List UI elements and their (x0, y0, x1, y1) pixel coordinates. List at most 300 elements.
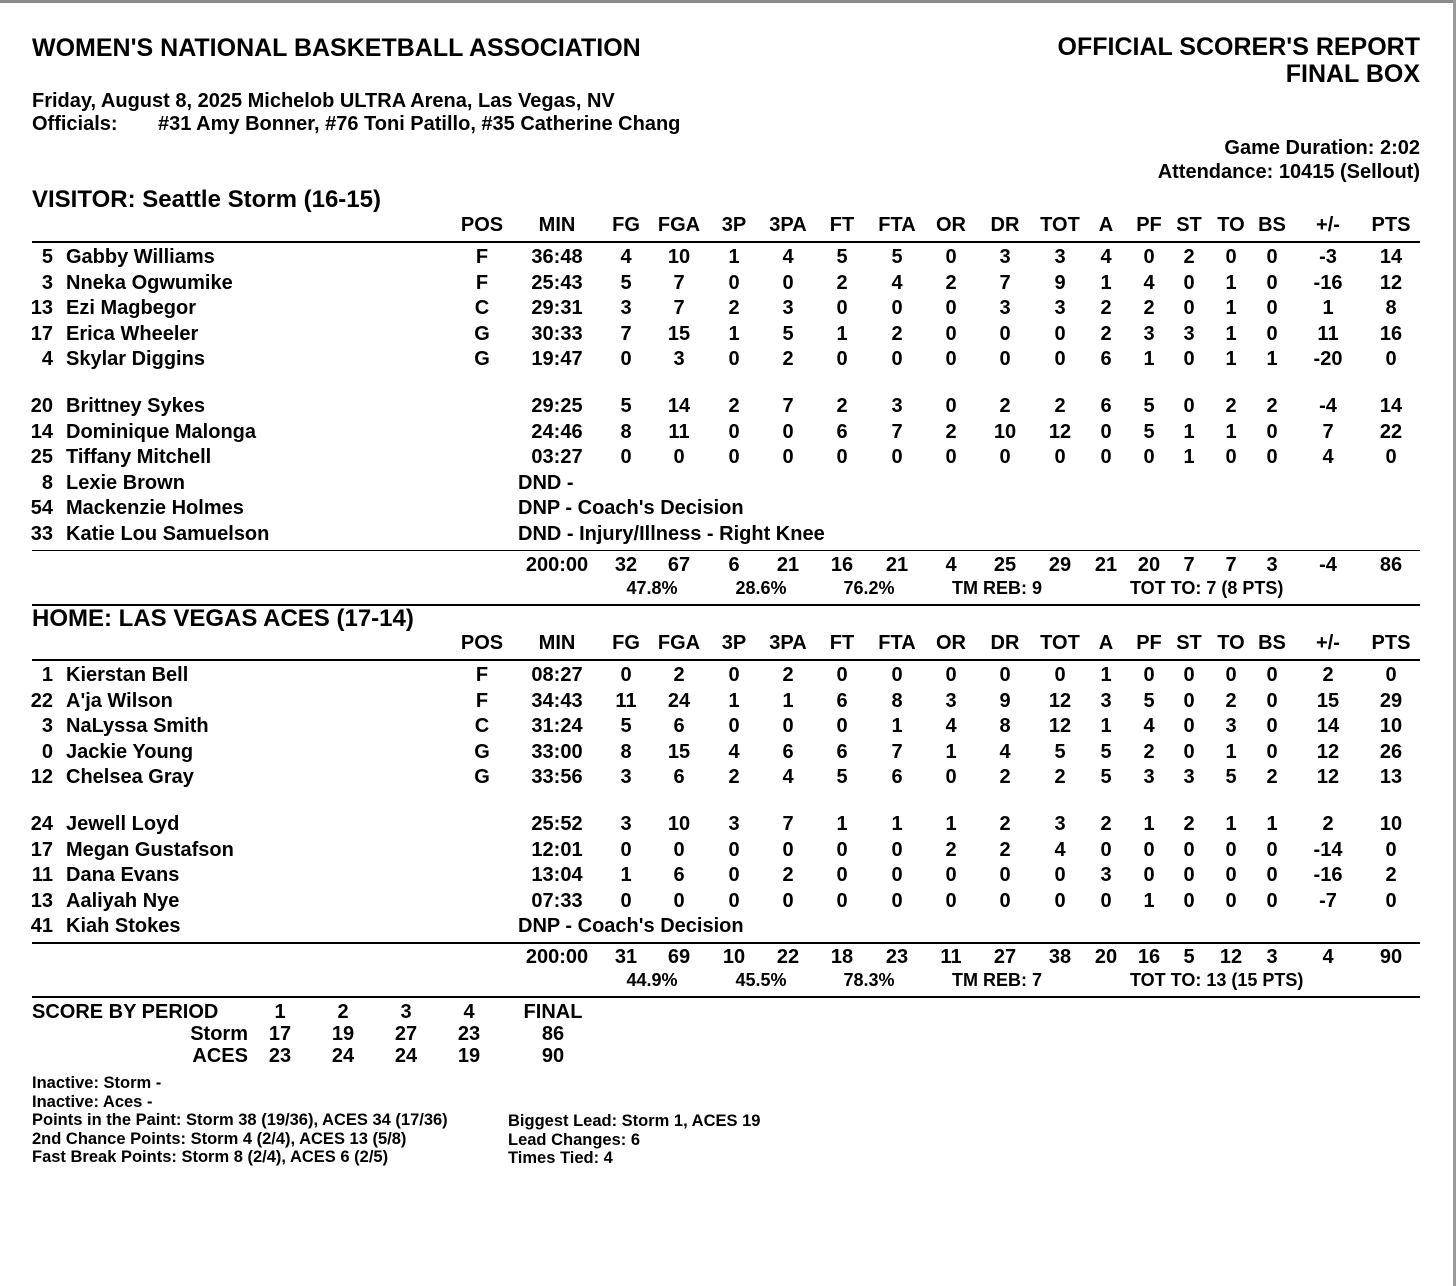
stat-bs: 0 (1266, 271, 1278, 294)
stat-min: 25:52 (531, 813, 583, 835)
stat-bs: 2 (1266, 766, 1278, 789)
stat-a: 5 (1100, 766, 1112, 789)
fg-percentage: 44.9% (626, 970, 678, 990)
stat-tot: 0 (1054, 864, 1066, 887)
stat-fta: 5 (891, 246, 903, 268)
stat-dr: 3 (999, 246, 1011, 268)
stat-3pa: 2 (782, 664, 794, 686)
period-number: 1 (274, 1001, 286, 1023)
stat-fga: 11 (668, 420, 690, 443)
times-tied: Times Tied: 4 (508, 1149, 613, 1167)
stat-fg: 0 (620, 838, 632, 861)
visitor-title: VISITOR: Seattle Storm (16-15) (32, 186, 381, 213)
stat-fta: 0 (891, 348, 903, 371)
stat-pf: 0 (1143, 446, 1155, 469)
stat-or: 3 (945, 689, 957, 712)
period-score: 24 (331, 1045, 355, 1067)
stat-dr: 0 (999, 664, 1011, 686)
stat-dr: 0 (999, 889, 1011, 912)
total-value: 69 (667, 946, 691, 968)
stat-ft: 1 (836, 813, 848, 835)
stat-plus-minus: -14 (1313, 838, 1343, 861)
position: G (474, 766, 490, 789)
stat-3pa: 0 (782, 838, 794, 861)
stat-a: 4 (1100, 246, 1112, 268)
stat-plus-minus: 1 (1322, 297, 1334, 320)
stat-a: 0 (1100, 889, 1112, 912)
stat-plus-minus: 12 (1316, 766, 1340, 789)
total-value: 32 (614, 553, 638, 576)
stat-pts: 14 (1379, 246, 1403, 268)
stat-fg: 0 (620, 446, 632, 469)
column-header: 3P (721, 214, 747, 236)
total-value: 27 (993, 946, 1017, 968)
stat-3p: 2 (728, 766, 740, 789)
stat-fga: 3 (673, 348, 685, 371)
stat-pf: 0 (1143, 838, 1155, 861)
date-venue: Friday, August 8, 2025 Michelob ULTRA Arena, Las Vegas, NV (32, 90, 615, 112)
score-by-period-header (0, 1001, 1456, 1025)
stat-or: 1 (945, 740, 957, 763)
player-name: Dominique Malonga (66, 420, 256, 443)
jersey-number: 13 (30, 297, 53, 320)
player-name: Chelsea Gray (66, 766, 194, 789)
home-totals-rule (32, 942, 1420, 944)
stat-min: 29:31 (531, 297, 583, 320)
stat-3p: 2 (728, 297, 740, 320)
stat-or: 0 (945, 395, 957, 417)
stat-min: 19:47 (531, 348, 583, 371)
league-title: WOMEN'S NATIONAL BASKETBALL ASSOCIATION (32, 34, 641, 62)
stat-dr: 3 (999, 297, 1011, 320)
stat-plus-minus: -4 (1319, 395, 1337, 417)
column-header: OR (936, 214, 966, 236)
visitor-player-row (32, 497, 1420, 523)
stat-pf: 0 (1143, 246, 1155, 268)
column-header: TOT (1040, 214, 1080, 236)
stat-plus-minus: -16 (1313, 271, 1343, 294)
position: F (475, 271, 489, 294)
stat-pf: 0 (1143, 664, 1155, 686)
stat-dr: 0 (999, 446, 1011, 469)
total-value: 22 (776, 946, 800, 968)
home-title: HOME: LAS VEGAS ACES (17-14) (32, 605, 414, 632)
stat-tot: 3 (1054, 297, 1066, 320)
total-turnovers: TOT TO: 7 (8 PTS) (1130, 577, 1284, 598)
stat-3p: 3 (728, 813, 740, 835)
stat-bs: 0 (1266, 689, 1278, 712)
home-player-row (32, 766, 1420, 792)
stat-fga: 6 (673, 715, 685, 738)
column-header: MIN (538, 214, 576, 236)
stat-3p: 0 (728, 715, 740, 738)
stat-bs: 0 (1266, 838, 1278, 861)
column-header: DR (990, 632, 1020, 654)
stat-min: 30:33 (531, 322, 583, 345)
stat-st: 1 (1183, 420, 1195, 443)
column-header: MIN (538, 632, 576, 654)
stat-tot: 12 (1048, 715, 1072, 738)
total-value: 21 (885, 553, 909, 576)
jersey-number: 11 (31, 864, 53, 887)
stat-fga: 15 (667, 740, 691, 763)
stat-fta: 0 (891, 889, 903, 912)
period-number: 4 (463, 1001, 475, 1023)
stat-bs: 0 (1266, 715, 1278, 738)
player-name: NaLyssa Smith (66, 715, 209, 738)
visitor-player-row (32, 348, 1420, 374)
stat-ft: 6 (836, 740, 848, 763)
stat-to: 1 (1225, 813, 1237, 835)
stat-or: 0 (945, 864, 957, 887)
jersey-number: 8 (41, 471, 53, 494)
team-name: Storm (190, 1023, 248, 1045)
stat-or: 0 (945, 348, 957, 371)
stat-min: 33:00 (531, 740, 583, 763)
stat-bs: 1 (1266, 348, 1278, 371)
visitor-player-row (32, 421, 1420, 447)
home-player-row (32, 715, 1420, 741)
jersey-number: 54 (30, 497, 53, 520)
jersey-number: 24 (30, 813, 53, 835)
stat-plus-minus: 2 (1322, 664, 1334, 686)
stat-ft: 0 (836, 446, 848, 469)
stat-3p: 0 (728, 348, 740, 371)
stat-pf: 1 (1143, 348, 1155, 371)
stat-3pa: 1 (782, 689, 794, 712)
dnp-note: DND - (518, 471, 574, 494)
stat-fg: 7 (620, 322, 632, 345)
total-value: 16 (1137, 946, 1161, 968)
footer-left (32, 1074, 448, 1167)
score-by-period-row (0, 1045, 1456, 1069)
stat-st: 0 (1183, 864, 1195, 887)
stat-min: 03:27 (531, 446, 583, 469)
jersey-number: 17 (30, 838, 53, 861)
stat-plus-minus: -3 (1319, 246, 1337, 268)
home-player-row (32, 864, 1420, 890)
player-name: Kierstan Bell (66, 664, 189, 686)
position: G (474, 322, 490, 345)
position: C (474, 715, 490, 738)
stat-st: 0 (1183, 395, 1195, 417)
stat-to: 0 (1225, 889, 1237, 912)
visitor-player-row (32, 523, 1420, 549)
stat-bs: 0 (1266, 664, 1278, 686)
officials-label: Officials: (32, 113, 118, 135)
stat-a: 1 (1100, 664, 1112, 686)
total-turnovers: TOT TO: 13 (15 PTS) (1130, 970, 1304, 990)
stat-ft: 2 (836, 395, 848, 417)
stat-st: 3 (1183, 766, 1195, 789)
game-duration: Game Duration: 2:02 (1224, 137, 1420, 159)
stat-min: 25:43 (531, 271, 583, 294)
stat-bs: 2 (1266, 395, 1278, 417)
jersey-number: 25 (30, 446, 53, 469)
stat-tot: 0 (1054, 348, 1066, 371)
stat-st: 0 (1183, 740, 1195, 763)
player-name: Aaliyah Nye (66, 889, 180, 912)
stat-tot: 0 (1054, 664, 1066, 686)
inactive-aces: Inactive: Aces - (32, 1092, 153, 1111)
lead-changes: Lead Changes: 6 (508, 1130, 641, 1149)
biggest-lead: Biggest Lead: Storm 1, ACES 19 (508, 1112, 761, 1130)
jersey-number: 33 (30, 523, 53, 545)
stat-3p: 0 (728, 420, 740, 443)
stat-bs: 0 (1266, 889, 1278, 912)
total-value: 3 (1266, 946, 1278, 968)
position: F (475, 246, 489, 268)
stat-or: 0 (945, 766, 957, 789)
stat-pf: 2 (1143, 740, 1155, 763)
stat-dr: 2 (999, 395, 1011, 417)
total-value: 86 (1379, 553, 1403, 576)
stat-pts: 2 (1385, 864, 1397, 887)
stat-to: 1 (1225, 271, 1237, 294)
visitor-player-row (32, 272, 1420, 298)
stat-tot: 3 (1054, 246, 1066, 268)
stat-to: 2 (1225, 395, 1237, 417)
stat-dr: 4 (999, 740, 1011, 763)
column-header: POS (460, 214, 504, 236)
stat-pf: 1 (1143, 813, 1155, 835)
home-section-end-rule (32, 996, 1420, 998)
stat-fta: 8 (891, 689, 903, 712)
stat-fta: 4 (891, 271, 903, 294)
stat-min: 24:46 (531, 420, 583, 443)
stat-ft: 0 (836, 838, 848, 861)
stat-dr: 0 (999, 322, 1011, 345)
stat-ft: 5 (836, 246, 848, 268)
stat-fg: 5 (620, 395, 632, 417)
total-value: 21 (776, 553, 800, 576)
period-score: 19 (331, 1023, 355, 1045)
stat-or: 1 (945, 813, 957, 835)
stat-to: 0 (1225, 246, 1237, 268)
stat-3pa: 0 (782, 271, 794, 294)
jersey-number: 4 (41, 348, 53, 371)
home-player-row (32, 741, 1420, 767)
home-totals-row (32, 946, 1420, 972)
stat-plus-minus: 4 (1322, 446, 1334, 469)
stat-bs: 0 (1266, 322, 1278, 345)
stat-a: 1 (1100, 715, 1112, 738)
home-percentages-row (32, 970, 1420, 996)
final-label: FINAL (523, 1001, 583, 1023)
report-title-line2: FINAL BOX (1285, 60, 1420, 88)
jersey-number: 41 (30, 915, 53, 938)
jersey-number: 14 (30, 420, 53, 443)
stat-fga: 2 (673, 664, 685, 686)
column-header: POS (460, 632, 504, 654)
stat-pf: 5 (1143, 420, 1155, 443)
stat-pf: 4 (1143, 715, 1155, 738)
column-header: PF (1136, 214, 1162, 236)
period-score: 17 (268, 1023, 292, 1045)
stat-to: 0 (1225, 838, 1237, 861)
stat-min: 13:04 (531, 864, 583, 887)
stat-bs: 0 (1266, 246, 1278, 268)
stat-pts: 0 (1385, 664, 1397, 686)
total-value: 90 (1379, 946, 1403, 968)
stat-bs: 0 (1266, 297, 1278, 320)
visitor-player-row (32, 297, 1420, 323)
stat-or: 0 (945, 889, 957, 912)
stat-plus-minus: 12 (1316, 740, 1340, 763)
three-point-percentage: 28.6% (735, 577, 787, 598)
stat-3p: 2 (728, 395, 740, 417)
stat-plus-minus: -16 (1313, 864, 1343, 887)
total-value: 7 (1225, 553, 1237, 576)
home-player-row (32, 664, 1420, 690)
stat-3pa: 4 (782, 766, 794, 789)
stat-3p: 0 (728, 864, 740, 887)
stat-to: 0 (1225, 446, 1237, 469)
stat-pf: 4 (1143, 271, 1155, 294)
stat-fta: 1 (891, 715, 903, 738)
stat-3p: 0 (728, 664, 740, 686)
report-title-line1: OFFICIAL SCORER'S REPORT (1057, 33, 1420, 61)
stat-to: 1 (1225, 420, 1237, 443)
game-info (32, 90, 680, 136)
visitor-header-rule (32, 241, 1420, 243)
column-header: PTS (1371, 214, 1411, 236)
total-value: 25 (993, 553, 1017, 576)
stat-fga: 15 (667, 322, 691, 345)
stat-ft: 0 (836, 664, 848, 686)
stat-ft: 6 (836, 689, 848, 712)
stat-bs: 0 (1266, 864, 1278, 887)
stat-pts: 12 (1379, 271, 1403, 294)
officials-names: #31 Amy Bonner, #76 Toni Patillo, #35 Catherine Chang (158, 113, 681, 135)
position: C (474, 297, 490, 320)
stat-3p: 1 (728, 689, 740, 712)
stat-tot: 0 (1054, 322, 1066, 345)
stat-st: 0 (1183, 715, 1195, 738)
stat-fga: 24 (667, 689, 691, 712)
stat-fga: 6 (673, 864, 685, 887)
stat-pts: 22 (1379, 420, 1403, 443)
final-score: 86 (541, 1023, 565, 1045)
total-value: -4 (1319, 553, 1337, 576)
stat-fta: 0 (891, 864, 903, 887)
stat-3pa: 6 (782, 740, 794, 763)
total-value: 4 (945, 553, 957, 576)
stat-st: 2 (1183, 813, 1195, 835)
stat-or: 0 (945, 322, 957, 345)
stat-fta: 6 (891, 766, 903, 789)
period-number: 3 (400, 1001, 412, 1023)
stat-ft: 0 (836, 715, 848, 738)
stat-or: 4 (945, 715, 957, 738)
stat-fta: 7 (891, 420, 903, 443)
stat-fta: 7 (891, 740, 903, 763)
jersey-number: 3 (41, 271, 53, 294)
visitor-player-row (32, 323, 1420, 349)
stat-3pa: 2 (782, 864, 794, 887)
stat-dr: 9 (999, 689, 1011, 712)
visitor-player-row (32, 395, 1420, 421)
footer-right (508, 1112, 760, 1168)
stat-3p: 0 (728, 446, 740, 469)
total-value: 23 (885, 946, 909, 968)
stat-pts: 0 (1385, 838, 1397, 861)
home-header-rule (32, 659, 1420, 661)
stat-3pa: 7 (782, 813, 794, 835)
stat-fg: 11 (615, 689, 637, 712)
column-header: OR (936, 632, 966, 654)
player-name: Dana Evans (66, 864, 180, 887)
stat-plus-minus: 14 (1316, 715, 1340, 738)
column-header: A (1098, 214, 1114, 236)
column-header: 3PA (769, 632, 807, 654)
column-header: PF (1136, 632, 1162, 654)
position: F (475, 664, 489, 686)
stat-pf: 3 (1143, 766, 1155, 789)
stat-fta: 0 (891, 838, 903, 861)
visitor-percentages-row (32, 578, 1420, 604)
player-name: Erica Wheeler (66, 322, 199, 345)
total-value: 16 (830, 553, 854, 576)
stat-pts: 26 (1379, 740, 1403, 763)
stat-3p: 4 (728, 740, 740, 763)
total-value: 67 (667, 553, 691, 576)
stat-pts: 8 (1385, 297, 1397, 320)
stat-tot: 5 (1054, 740, 1066, 763)
fast-break-points: Fast Break Points: Storm 8 (2/4), ACES 6 (2/5) (32, 1148, 389, 1166)
stat-a: 3 (1100, 864, 1112, 887)
stat-3pa: 2 (782, 348, 794, 371)
home-player-row (32, 915, 1420, 941)
stat-tot: 4 (1054, 838, 1066, 861)
visitor-player-row (32, 246, 1420, 272)
stat-to: 1 (1225, 297, 1237, 320)
stat-tot: 0 (1054, 889, 1066, 912)
position: G (474, 348, 490, 371)
column-header: FG (612, 632, 640, 654)
stat-tot: 9 (1054, 271, 1066, 294)
stat-3p: 0 (728, 838, 740, 861)
stat-fta: 1 (891, 813, 903, 835)
jersey-number: 1 (41, 664, 53, 686)
stat-fta: 0 (891, 446, 903, 469)
stat-pf: 5 (1143, 395, 1155, 417)
stat-fg: 8 (620, 420, 632, 443)
home-column-headers (32, 632, 1420, 658)
score-by-period-row (0, 1023, 1456, 1047)
stat-fg: 0 (620, 889, 632, 912)
column-header: +/- (1316, 632, 1340, 654)
stat-a: 0 (1100, 838, 1112, 861)
stat-fg: 1 (620, 864, 632, 887)
officials-line (32, 113, 680, 136)
stat-3pa: 0 (782, 420, 794, 443)
stat-or: 0 (945, 297, 957, 320)
stat-3p: 0 (728, 271, 740, 294)
total-value: 200:00 (525, 553, 589, 576)
stat-3pa: 7 (782, 395, 794, 417)
column-header: 3PA (769, 214, 807, 236)
stat-or: 2 (945, 838, 957, 861)
home-player-row (32, 890, 1420, 916)
jersey-number: 13 (30, 889, 53, 912)
column-header: A (1098, 632, 1114, 654)
stat-3pa: 5 (782, 322, 794, 345)
game-duration-attendance (1158, 136, 1420, 184)
stat-plus-minus: 15 (1316, 689, 1340, 712)
stat-st: 2 (1183, 246, 1195, 268)
column-header: PTS (1371, 632, 1411, 654)
